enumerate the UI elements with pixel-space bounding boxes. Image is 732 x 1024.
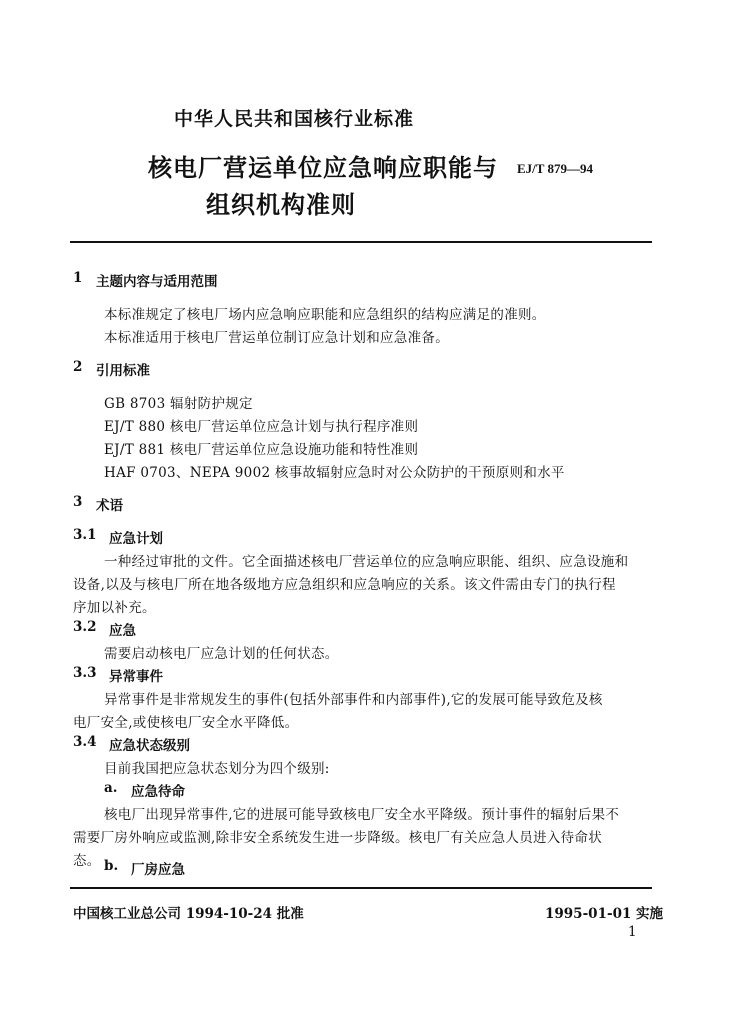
item-b-label: b. — [104, 858, 119, 874]
section1-line2: 本标准适用于核电厂营运单位制订应急计划和应急准备。 — [104, 330, 449, 346]
effective-date: 1995-01-01 实施 — [545, 906, 664, 922]
subsection-3-3-title: 异常事件 — [109, 669, 163, 685]
subsection-3-2-title: 应急 — [109, 623, 136, 639]
section3-number: 3 — [73, 494, 83, 510]
subsection-3-3-number: 3.3 — [73, 665, 97, 681]
subsection-3-1-number: 3.1 — [73, 527, 97, 543]
subsection-3-2-number: 3.2 — [73, 619, 97, 635]
subsection-3-4-number: 3.4 — [73, 734, 97, 750]
document-title-line2: 组织机构准则 — [206, 190, 356, 219]
reference-item: EJ/T 881 核电厂营运单位应急设施功能和特性准则 — [104, 442, 419, 458]
section1-number: 1 — [73, 270, 83, 286]
subsection-3-3-line: 异常事件是非常规发生的事件(包括外部事件和内部事件),它的发展可能导致危及核 — [104, 692, 603, 708]
section1-line1: 本标准规定了核电厂场内应急响应职能和应急组织的结构应满足的准则。 — [104, 307, 546, 323]
subsection-3-4-title: 应急状态级别 — [109, 738, 190, 754]
section2-title: 引用标准 — [96, 363, 150, 379]
document-number: EJ/T 879—94 — [517, 161, 593, 176]
subsection-3-2-line: 需要启动核电厂应急计划的任何状态。 — [104, 646, 339, 662]
item-a-line: 需要厂房外响应或监测,除非安全系统发生进一步降级。核电厂有关应急人员进入待命状 — [73, 830, 602, 846]
subsection-3-1-line: 一种经过审批的文件。它全面描述核电厂营运单位的应急响应职能、组织、应急设施和 — [104, 554, 629, 570]
approval-statement: 中国核工业总公司 1994-10-24 批准 — [73, 906, 304, 922]
reference-item: EJ/T 880 核电厂营运单位应急计划与执行程序准则 — [104, 419, 419, 435]
subsection-3-1-line: 序加以补充。 — [73, 600, 156, 616]
standard-category-heading: 中华人民共和国核行业标准 — [174, 108, 415, 130]
section2-number: 2 — [73, 359, 83, 375]
item-a-label: a. — [104, 780, 118, 796]
reference-item: GB 8703 辐射防护规定 — [104, 396, 253, 412]
subsection-3-4-intro: 目前我国把应急状态划分为四个级别: — [104, 761, 330, 777]
item-a-line: 态。 — [73, 853, 101, 869]
subsection-3-3-line: 电厂安全,或使核电厂安全水平降低。 — [73, 715, 299, 731]
section1-title: 主题内容与适用范围 — [96, 274, 218, 290]
item-a-line: 核电厂出现异常事件,它的进展可能导致核电厂安全水平降级。预计事件的辐射后果不 — [104, 807, 620, 823]
subsection-3-1-title: 应急计划 — [109, 531, 163, 547]
item-a-title: 应急待命 — [131, 784, 185, 800]
header-divider — [70, 241, 652, 243]
item-b-title: 厂房应急 — [131, 862, 185, 878]
footer-divider — [70, 887, 652, 889]
reference-item: HAF 0703、NEPA 9002 核事故辐射应急时对公众防护的干预原则和水平 — [104, 465, 565, 481]
page-number: 1 — [628, 924, 637, 940]
section3-title: 术语 — [96, 498, 123, 514]
document-title-line1: 核电厂营运单位应急响应职能与 — [148, 153, 498, 182]
subsection-3-1-line: 设备,以及与核电厂所在地各级地方应急组织和应急响应的关系。该文件需由专门的执行程 — [73, 577, 616, 593]
